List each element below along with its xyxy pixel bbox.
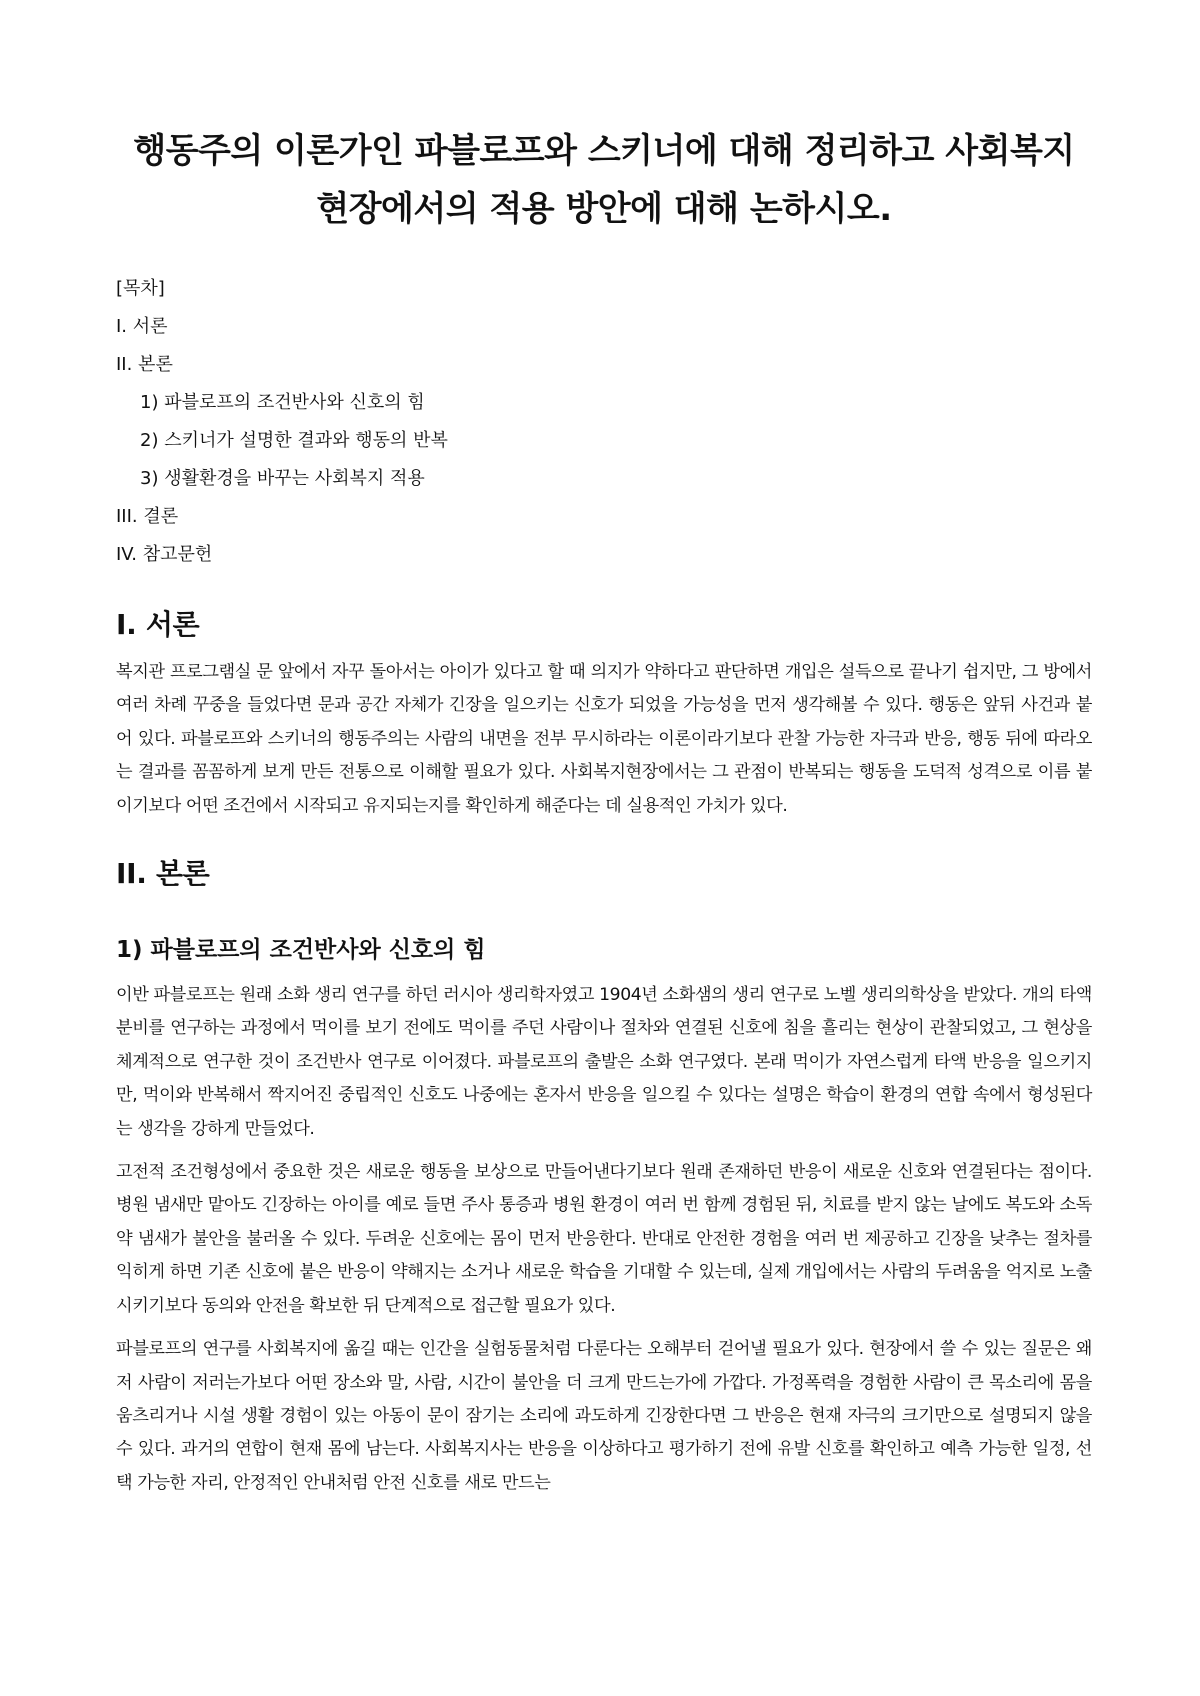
toc-item-body-2: 2) 스키너가 설명한 결과와 행동의 반복	[140, 430, 448, 451]
subsection-1-heading: 1) 파블로프의 조건반사와 신호의 힘	[116, 937, 486, 964]
document-title: 행동주의 이론가인 파블로프와 스키너에 대해 정리하고 사회복지 현장에서의 적용 방안에 대해 논하시오.	[133, 131, 1075, 229]
toc-item-conclusion: III. 결론	[116, 506, 179, 527]
table-of-contents	[116, 270, 1092, 574]
toc-item-body: II. 본론	[116, 354, 173, 375]
intro-heading: I. 서론	[116, 608, 200, 641]
toc-item-references: IV. 참고문헌	[116, 544, 213, 565]
toc-item-body-3: 3) 생활환경을 바꾸는 사회복지 적용	[140, 468, 425, 489]
subsection-1-paragraph: 이반 파블로프는 원래 소화 생리 연구를 하던 러시아 생리학자였고 1904년 소화샘의 생리 연구로 노벨 생리의학상을 받았다. 개의 타액 분비를 연구하는 과정에서 먹이를 보기 전에도 먹이를 주던 사람이나 절차와 연결된 신호에 침을 흘리는 현상이 관찰되었고, 그 현상을 체계적으로 연구한 것이 조건반사 연구로 이어졌다. 파블로프의 출발은 소화 연구였다. 본래 먹이가 자연스럽게 타액 반응을 일으키지만, 먹이와 반복해서 짝지어진 중립적인 신호도 나중에는 혼자서 반응을 일으킬 수 있다는 설명은 학습이 환경의 연합 속에서 형성된다는 생각을 강하게 만들었다.	[116, 985, 1092, 1139]
intro-paragraph: 복지관 프로그램실 문 앞에서 자꾸 돌아서는 아이가 있다고 할 때 의지가 약하다고 판단하면 개입은 설득으로 끝나기 쉽지만, 그 방에서 여러 차례 꾸중을 들었다면 문과 공간 자체가 긴장을 일으키는 신호가 되었을 가능성을 먼저 생각해볼 수 있다. 행동은 앞뒤 사건과 붙어 있다. 파블로프와 스키너의 행동주의는 사람의 내면을 전부 무시하라는 이론이라기보다 관찰 가능한 자극과 반응, 행동 뒤에 따라오는 결과를 꼼꼼하게 보게 만든 전통으로 이해할 필요가 있다. 사회복지현장에서는 그 관점이 반복되는 행동을 도덕적 성격으로 이름 붙이기보다 어떤 조건에서 시작되고 유지되는지를 확인하게 해준다는 데 실용적인 가치가 있다.	[116, 662, 1092, 816]
subsection-1-paragraph: 파블로프의 연구를 사회복지에 옮길 때는 인간을 실험동물처럼 다룬다는 오해부터 걷어낼 필요가 있다. 현장에서 쓸 수 있는 질문은 왜 저 사람이 저러는가보다 어떤 장소와 말, 사람, 시간이 불안을 더 크게 만드는가에 가깝다. 가정폭력을 경험한 사람이 큰 목소리에 몸을 움츠리거나 시설 생활 경험이 있는 아동이 문이 잠기는 소리에 과도하게 긴장한다면 그 반응은 현재 자극의 크기만으로 설명되지 않을 수 있다. 과거의 연합이 현재 몸에 남는다. 사회복지사는 반응을 이상하다고 평가하기 전에 유발 신호를 확인하고 예측 가능한 일정, 선택 가능한 자리, 안정적인 안내처럼 안전 신호를 새로 만드는	[116, 1339, 1092, 1493]
toc-label: [목차]	[116, 278, 165, 299]
body-heading: II. 본론	[116, 857, 210, 891]
subsection-1-paragraph: 고전적 조건형성에서 중요한 것은 새로운 행동을 보상으로 만들어낸다기보다 원래 존재하던 반응이 새로운 신호와 연결된다는 점이다. 병원 냄새만 맡아도 긴장하는 아이를 예로 들면 주사 통증과 병원 환경이 여러 번 함께 경험된 뒤, 치료를 받지 않는 날에도 복도와 소독약 냄새가 불안을 불러올 수 있다. 두려운 신호에는 몸이 먼저 반응한다. 반대로 안전한 경험을 여러 번 제공하고 긴장을 낮추는 절차를 익히게 하면 기존 신호에 붙은 반응이 약해지는 소거나 새로운 학습을 기대할 수 있는데, 실제 개입에서는 사람의 두려움을 억지로 노출시키기보다 동의와 안전을 확보한 뒤 단계적으로 접근할 필요가 있다.	[116, 1162, 1092, 1316]
toc-item-intro: I. 서론	[116, 316, 168, 337]
toc-item-body-1: 1) 파블로프의 조건반사와 신호의 힘	[140, 392, 425, 413]
